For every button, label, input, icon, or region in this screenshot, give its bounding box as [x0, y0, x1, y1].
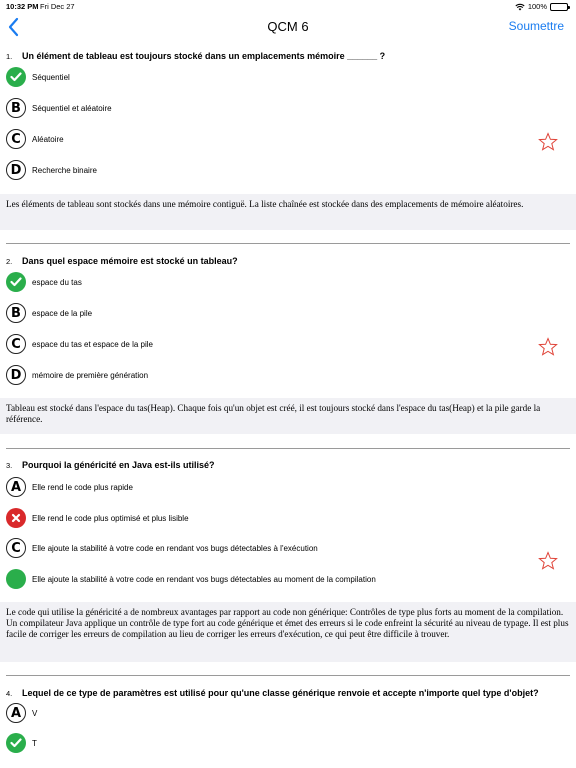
letter-b-icon: B	[6, 303, 26, 323]
question-1-option-c[interactable]	[6, 128, 64, 150]
favorite-star-icon[interactable]	[538, 551, 558, 571]
letter-b-icon: B	[6, 98, 26, 118]
question-3-header	[6, 460, 215, 470]
letter-a-icon: A	[6, 703, 26, 723]
divider	[6, 243, 570, 244]
question-1-option-d[interactable]	[6, 159, 97, 181]
question-2-option-a[interactable]	[6, 271, 82, 293]
option-label: Elle ajoute la stabilité à votre code en rendant vos bugs détectables au moment de la compilation	[32, 574, 376, 584]
page-title: QCM 6	[267, 19, 309, 34]
option-label: mémoire de première génération	[32, 370, 149, 380]
question-2-option-d[interactable]	[6, 364, 148, 386]
divider	[6, 448, 570, 449]
letter-c-icon: C	[6, 538, 26, 558]
status-date: Fri Dec 27	[40, 2, 75, 11]
battery-percent: 100%	[527, 2, 547, 11]
option-label: Elle ajoute la stabilité à votre code en rendant vos bugs détectables à l'exécution	[32, 543, 318, 553]
checkmark-icon	[6, 67, 26, 87]
submit-button[interactable]: Soumettre	[508, 19, 564, 33]
question-text: Dans quel espace mémoire est stocké un tableau?	[22, 256, 238, 266]
letter-c-icon: C	[6, 334, 26, 354]
question-3-option-d[interactable]	[6, 568, 376, 590]
option-label: Recherche binaire	[32, 165, 97, 175]
option-label: Séquentiel et aléatoire	[32, 103, 112, 113]
question-number: 4.	[6, 689, 13, 698]
correct-answer-dot-icon	[6, 569, 26, 589]
option-label: espace de la pile	[32, 308, 93, 318]
checkmark-icon	[6, 733, 26, 753]
option-label: Elle rend le code plus optimisé et plus lisible	[32, 513, 189, 523]
favorite-star-icon[interactable]	[538, 132, 558, 152]
option-label: Aléatoire	[32, 134, 64, 144]
question-number: 2.	[6, 257, 13, 266]
question-3-option-a[interactable]	[6, 476, 133, 498]
option-label: Séquentiel	[32, 72, 70, 82]
status-time: 10:32 PM	[6, 2, 39, 11]
option-label: T	[32, 738, 37, 748]
question-2-option-b[interactable]	[6, 302, 92, 324]
explanation-1: Les éléments de tableau sont stockés dans une mémoire contiguë. La liste chaînée est stockée dans des emplacements de mémoire aléatoires.	[0, 194, 576, 230]
letter-a-icon: A	[6, 477, 26, 497]
checkmark-icon	[6, 272, 26, 292]
status-right	[515, 2, 568, 11]
question-3-option-c[interactable]	[6, 537, 318, 559]
status-bar	[0, 0, 576, 12]
question-4-option-a[interactable]	[6, 702, 37, 724]
question-2-option-c[interactable]	[6, 333, 153, 355]
question-text: Pourquoi la généricité en Java est-ils utilisé?	[22, 460, 215, 470]
question-text: Lequel de ce type de paramètres est utilisé pour qu'une classe générique renvoie et accepte n'importe quel type d'objet?	[22, 688, 539, 698]
explanation-2: Tableau est stocké dans l'espace du tas(Heap). Chaque fois qu'un objet est créé, il est toujours stocké dans l'espace du tas(Heap) et la pile garde la référence.	[0, 398, 576, 434]
question-number: 3.	[6, 461, 13, 470]
question-1-header	[6, 51, 385, 61]
letter-d-icon: D	[6, 365, 26, 385]
question-1-option-a[interactable]	[6, 66, 70, 88]
option-label: espace du tas et espace de la pile	[32, 339, 153, 349]
favorite-star-icon[interactable]	[538, 337, 558, 357]
question-3-option-b[interactable]	[6, 507, 189, 529]
divider	[6, 675, 570, 676]
question-2-header	[6, 256, 238, 266]
nav-bar	[0, 12, 576, 42]
question-4-header	[6, 688, 539, 698]
wifi-icon	[515, 3, 525, 11]
question-text: Un élément de tableau est toujours stocké dans un emplacements mémoire ______ ?	[22, 51, 386, 61]
letter-c-icon: C	[6, 129, 26, 149]
cross-icon	[6, 508, 26, 528]
question-number: 1.	[6, 52, 13, 61]
battery-icon	[550, 3, 568, 11]
question-4-option-b[interactable]	[6, 732, 37, 754]
option-label: Elle rend le code plus rapide	[32, 482, 133, 492]
option-label: V	[32, 708, 38, 718]
explanation-3: Le code qui utilise la généricité a de nombreux avantages par rapport au code non générique: Contrôles de type plus forts au moment de la compilation. Un compilateur Java applique un contrôle de type fort au code générique et émet des erreurs si le code enfreint la sécurité au niveau de typage. Il est plus facile de corriger les erreurs de compilation au lieu de corriger les erreurs d'exécution, ce qui peut être difficile à trouver.	[0, 602, 576, 662]
question-1-option-b[interactable]	[6, 97, 112, 119]
option-label: espace du tas	[32, 277, 82, 287]
letter-d-icon: D	[6, 160, 26, 180]
